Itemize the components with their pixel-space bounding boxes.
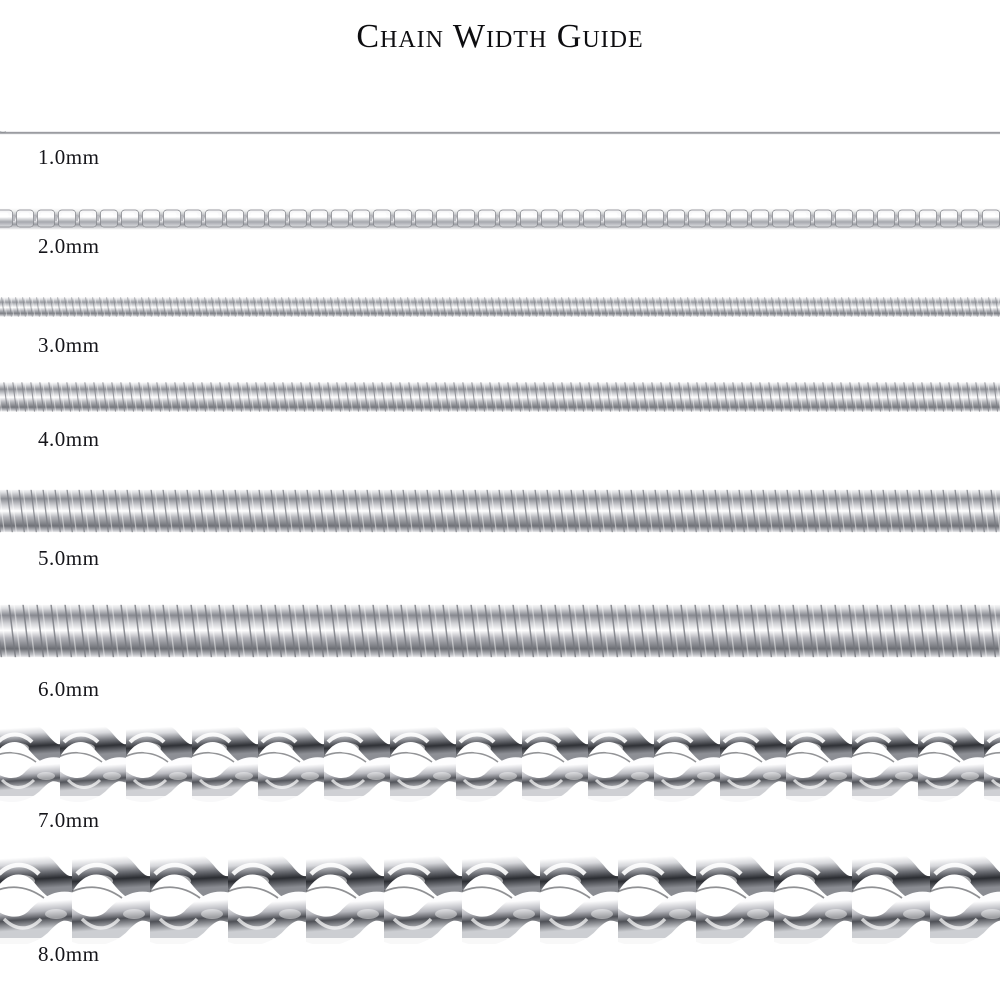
chain-row-3: [0, 294, 1000, 320]
chain-graphic-1-0mm: [0, 126, 1000, 140]
chain-label-4-0mm: 4.0mm: [38, 427, 100, 451]
chain-row-1: [0, 126, 1000, 140]
chain-graphic-7-0mm: [0, 720, 1000, 802]
chain-label-6-0mm: 6.0mm: [38, 677, 100, 701]
chain-graphic-2-0mm: [0, 205, 1000, 233]
chain-label-2-0mm: 2.0mm: [38, 234, 100, 258]
chain-label-3-0mm: 3.0mm: [38, 333, 100, 357]
chain-label-7-0mm: 7.0mm: [38, 808, 100, 832]
chain-label-8-0mm: 8.0mm: [38, 942, 100, 966]
chain-graphic-3-0mm: [0, 294, 1000, 320]
chain-graphic-6-0mm: [0, 598, 1000, 664]
chain-row-5: [0, 484, 1000, 538]
chain-label-5-0mm: 5.0mm: [38, 546, 100, 570]
chain-graphic-8-0mm: [0, 848, 1000, 944]
chain-row-6: [0, 598, 1000, 664]
chain-graphic-5-0mm: [0, 484, 1000, 538]
chain-row-2: [0, 205, 1000, 233]
page-title: Chain Width Guide: [356, 18, 644, 55]
chain-row-8: [0, 848, 1000, 944]
chain-graphic-4-0mm: [0, 378, 1000, 416]
chain-row-7: [0, 720, 1000, 802]
chain-label-1-0mm: 1.0mm: [38, 145, 100, 169]
chain-row-4: [0, 378, 1000, 416]
